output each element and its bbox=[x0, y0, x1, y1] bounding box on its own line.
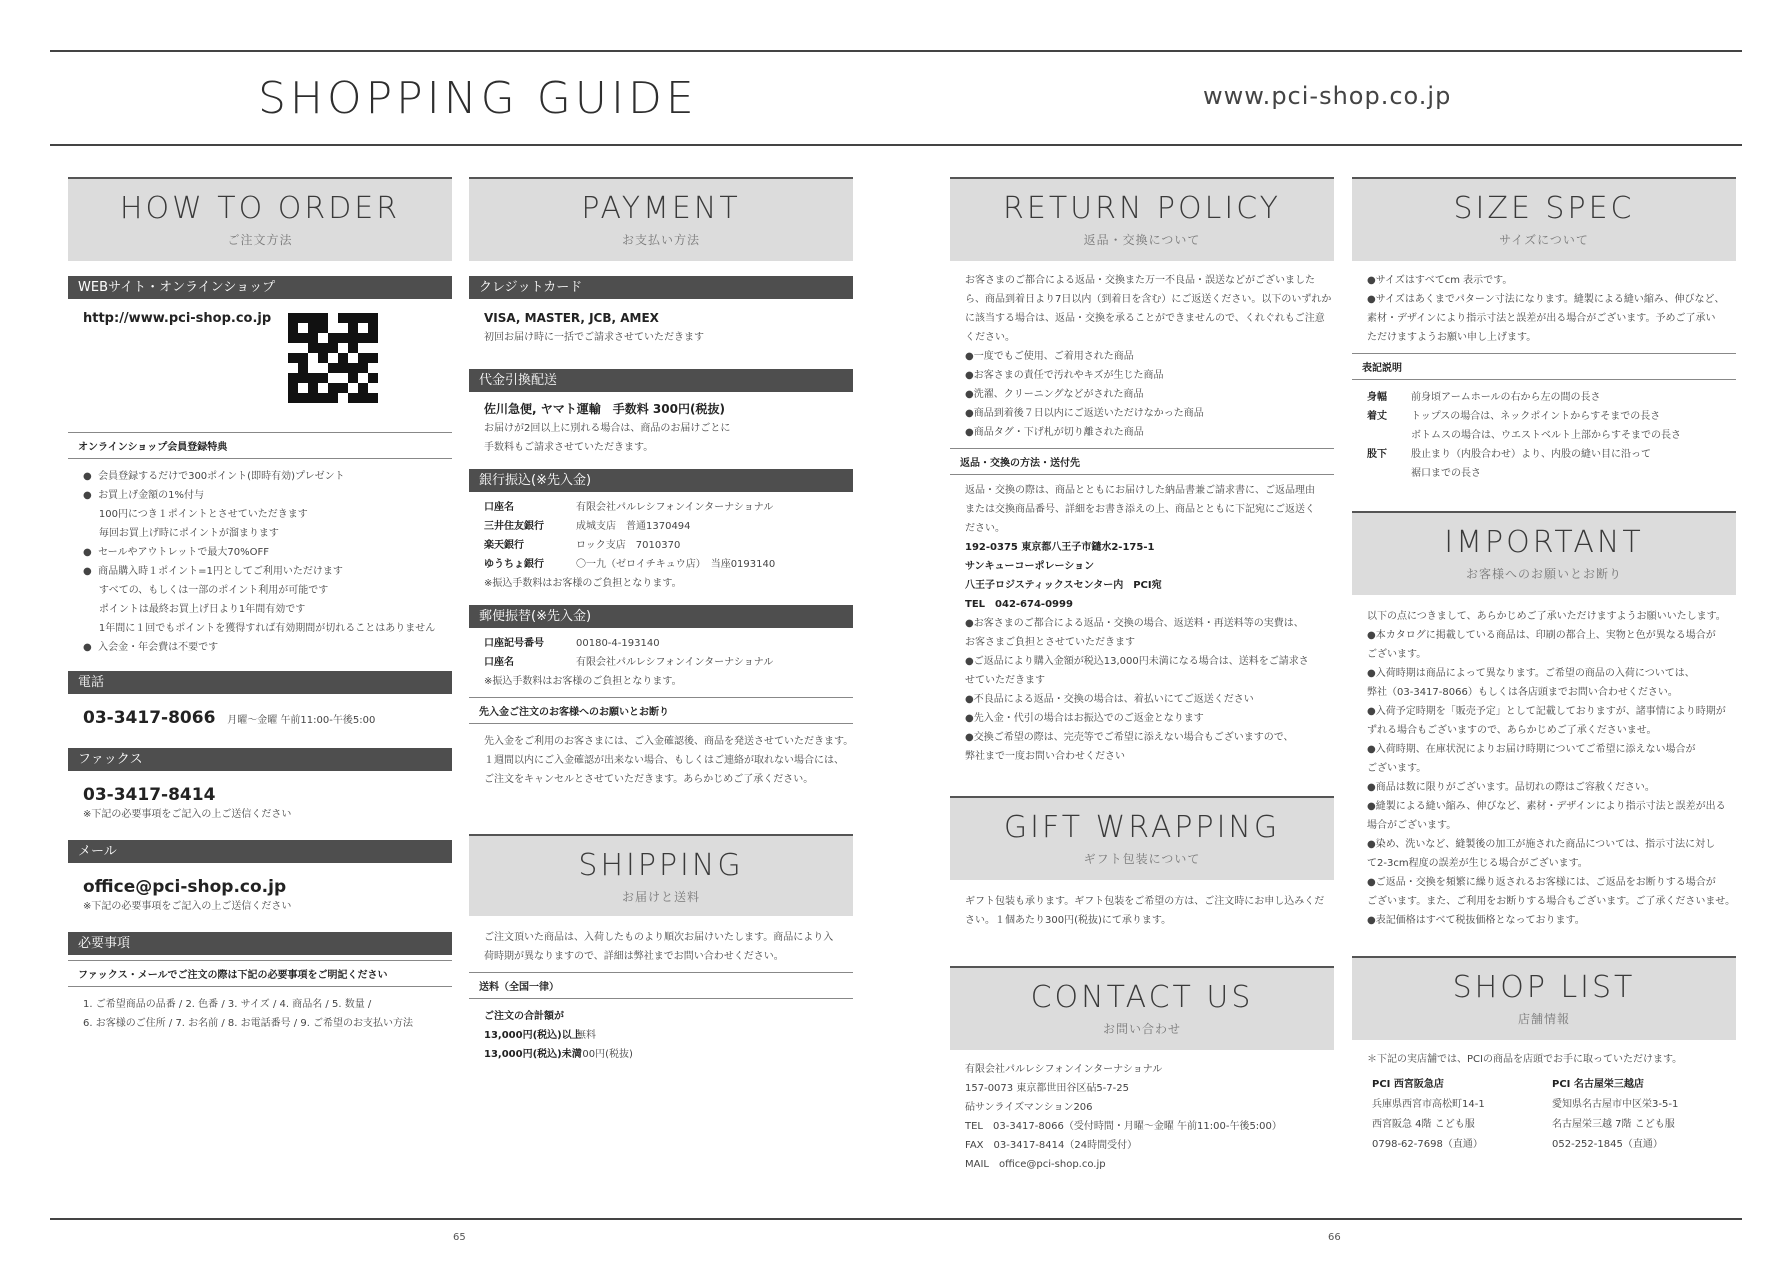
bank-table bbox=[469, 498, 853, 574]
address-line: 八王子ロジスティックスセンター内 PCI宛 bbox=[965, 580, 1162, 591]
method-line: ださい。 bbox=[965, 523, 1005, 534]
section-title: GIFT WRAPPING bbox=[1003, 810, 1281, 845]
return-line: お客さまのご都合による返品・交換また万一不良品・誤送などがございました bbox=[965, 275, 1315, 286]
web-url[interactable]: http://www.pci-shop.co.jp bbox=[83, 311, 272, 326]
size-line: ●サイズはあくまでパターン寸法になります。縫製による縫い縮み、伸びなど、 bbox=[1367, 294, 1725, 305]
return-note-line: せていただきます bbox=[965, 675, 1045, 686]
important-line: 弊社（03-3417-8066）もしくは各店頭までお問い合わせください。 bbox=[1367, 687, 1678, 698]
bank-row-value: 〇一九（ゼロイチキュウ店） 当座0193140 bbox=[576, 559, 776, 570]
shop-note: ＊下記の実店舗では、PCIの商品を店頭でお手に取っていただけます。 bbox=[1367, 1054, 1683, 1065]
return-line: ください。 bbox=[965, 332, 1015, 343]
member-benefit-item: ポイントは最終お買上げ日より1年間有効です bbox=[83, 604, 306, 615]
section-title: HOW TO ORDER bbox=[119, 191, 401, 226]
section-subtitle: お支払い方法 bbox=[621, 233, 700, 247]
legend-row bbox=[1352, 445, 1736, 464]
section-subtitle: お問い合わせ bbox=[1102, 1022, 1181, 1036]
shop-detail: 0798-62-7698（直通） bbox=[1372, 1139, 1483, 1150]
requirements-bar: 必要事項 bbox=[68, 932, 452, 955]
shop-detail: 052-252-1845（直通） bbox=[1552, 1139, 1663, 1150]
cod-note: 手数料もご請求させていただきます。 bbox=[484, 442, 654, 453]
size-line: ●サイズはすべてcm 表示です。 bbox=[1367, 275, 1513, 286]
gift-line: さい。１個あたり300円(税抜)にて承ります。 bbox=[965, 915, 1172, 926]
bank-row-key: 三井住友銀行 bbox=[484, 521, 544, 532]
important-line: ●本カタログに掲載している商品は、印刷の都合上、実物と色が異なる場合が bbox=[1367, 630, 1716, 641]
requirements-line: 6. お客様のご住所 / 7. お名前 / 8. お電話番号 / 9. ご希望のお支払い方法 bbox=[83, 1018, 414, 1029]
legend-row-value: トップスの場合は、ネックポイントからすそまでの長さ bbox=[1411, 411, 1661, 422]
section-title: IMPORTANT bbox=[1444, 525, 1644, 560]
total-label: ご注文の合計額が bbox=[484, 1011, 564, 1022]
section-title: PAYMENT bbox=[581, 191, 741, 226]
size-spec-text bbox=[1352, 271, 1736, 347]
contact-line: 砧サンライズマンション206 bbox=[965, 1102, 1093, 1113]
return-note-line: ●ご返品により購入金額が税込13,000円未満になる場合は、送料をご請求さ bbox=[965, 656, 1309, 667]
address-line: TEL 042-674-0999 bbox=[965, 599, 1073, 610]
phone-hours: 月曜〜金曜 午前11:00-午後5:00 bbox=[227, 715, 376, 726]
phone-number[interactable]: 03-3417-8066 bbox=[83, 708, 216, 728]
cod-main: 佐川急便, ヤマト運輸 手数料 300円(税抜) bbox=[484, 402, 725, 416]
fee-row-value: 700円(税抜) bbox=[576, 1049, 633, 1060]
postal-row bbox=[469, 634, 853, 653]
important-line: 以下の点につきまして、あらかじめご了承いただけますようお願いいたします。 bbox=[1367, 611, 1726, 622]
postal-bar: 郵便振替(※先入金) bbox=[469, 605, 853, 628]
mail-note: ※下記の必要事項をご記入の上ご送信ください bbox=[83, 901, 292, 912]
return-note-line: お客さまご負担とさせていただきます bbox=[965, 637, 1135, 648]
legend-row-value: ボトムスの場合は、ウエストベルト上部からすそまでの長さ bbox=[1411, 430, 1681, 441]
section-title: SHOP LIST bbox=[1452, 970, 1636, 1005]
legend-row-value: 裾口までの長さ bbox=[1411, 468, 1481, 479]
section-title: SIZE SPEC bbox=[1453, 191, 1635, 226]
bank-row bbox=[469, 498, 853, 517]
postal-note: ※振込手数料はお客様のご負担となります。 bbox=[484, 676, 682, 687]
shop-list-header bbox=[1352, 956, 1736, 1040]
important-header bbox=[1352, 511, 1736, 595]
shop-item bbox=[1552, 1075, 1716, 1155]
section-subtitle: 返品・交換について bbox=[1083, 233, 1201, 247]
fee-row bbox=[469, 1026, 853, 1045]
size-line: 素材・デザインにより指示寸法と誤差が出る場合がございます。予めご了承い bbox=[1367, 313, 1716, 324]
credit-card-bar: クレジットカード bbox=[469, 276, 853, 299]
bank-row-value: 成城支店 普通1370494 bbox=[576, 521, 691, 532]
address-line: サンキューコーポレーション bbox=[965, 561, 1095, 572]
bank-row bbox=[469, 555, 853, 574]
section-subtitle: お届けと送料 bbox=[621, 890, 700, 904]
gift-wrapping-header bbox=[950, 796, 1334, 880]
qr-code-icon bbox=[288, 313, 378, 403]
legend-row-key: 身幅 bbox=[1367, 392, 1387, 403]
important-line: て2-3cm程度の誤差が生じる場合がございます。 bbox=[1367, 858, 1588, 869]
how-to-order-column bbox=[68, 177, 452, 1033]
important-text bbox=[1352, 607, 1736, 930]
fee-row-value: 無料 bbox=[576, 1030, 596, 1041]
cod-bar: 代金引換配送 bbox=[469, 369, 853, 392]
requirements-title: ファックス・メールでご注文の際は下記の必要事項をご明記ください bbox=[68, 960, 452, 987]
important-line: ●染め、洗いなど、縫製後の加工が施された商品については、指示寸法に対し bbox=[1367, 839, 1716, 850]
address-line: 192-0375 東京都八王子市鑓水2-175-1 bbox=[965, 542, 1155, 553]
fax-bar: ファックス bbox=[68, 748, 452, 771]
size-column bbox=[1352, 177, 1736, 1155]
return-note-line: ●お客さまのご都合による返品・交換の場合、返送料・再送料等の実費は、 bbox=[965, 618, 1304, 629]
member-benefit-item: ● セールやアウトレットで最大70%OFF bbox=[83, 547, 269, 558]
return-line: ●一度でもご使用、ご着用された商品 bbox=[965, 351, 1134, 362]
legend-row bbox=[1352, 426, 1736, 445]
shipping-line: ご注文頂いた商品は、入荷したものより順次お届けいたします。商品により入 bbox=[484, 932, 834, 943]
legend-table bbox=[1352, 388, 1736, 483]
return-note-line: ●交換ご希望の際は、完売等でご希望に添えない場合もございますので、 bbox=[965, 732, 1294, 743]
member-benefit-item: ● 会員登録するだけで300ポイント(即時有効)プレゼント bbox=[83, 471, 345, 482]
important-line: ●縫製による縫い縮み、伸びなど、素材・デザインにより指示寸法と誤差が出る bbox=[1367, 801, 1726, 812]
phone-line[interactable] bbox=[68, 708, 452, 728]
legend-row-value: 股止まり（内股合わせ）より、内股の縫い目に沿って bbox=[1411, 449, 1651, 460]
return-policy-text bbox=[950, 271, 1334, 442]
bank-bar: 銀行振込(※先入金) bbox=[469, 469, 853, 492]
member-benefit-item: 毎回お買上げ時にポイントが溜まります bbox=[83, 528, 279, 539]
guide-title: SHOPPING GUIDE bbox=[258, 73, 698, 124]
prepay-title: 先入金ご注文のお客様へのお願いとお断り bbox=[469, 697, 853, 724]
postal-row-key: 口座記号番号 bbox=[484, 638, 544, 649]
bank-row bbox=[469, 517, 853, 536]
return-line: ●商品到着後７日以内にご返送いただけなかった商品 bbox=[965, 408, 1204, 419]
shop-name: PCI 西宮阪急店 bbox=[1372, 1079, 1444, 1090]
return-line: に該当する場合は、返品・交換を承ることができませんので、くれぐれもご注意 bbox=[965, 313, 1325, 324]
section-title: RETURN POLICY bbox=[1003, 191, 1281, 226]
important-line: ●入荷時期は商品によって異なります。ご希望の商品の入荷については、 bbox=[1367, 668, 1695, 679]
bank-row-value: 有限会社パルレシフォンインターナショナル bbox=[576, 502, 774, 513]
payment-header bbox=[469, 177, 853, 261]
postal-row bbox=[469, 653, 853, 672]
postal-row-value: 00180-4-193140 bbox=[576, 638, 660, 649]
how-to-order-header bbox=[68, 177, 452, 261]
shop-detail: 西宮阪急 4階 こども服 bbox=[1372, 1119, 1475, 1130]
size-line: ただけますようお願い申し上げます。 bbox=[1367, 332, 1537, 343]
member-benefit-item: ● 商品購入時１ポイント=1円としてご利用いただけます bbox=[83, 566, 343, 577]
important-line: ずれる場合もございますので、あらかじめご了承くださいませ。 bbox=[1367, 725, 1657, 736]
prepay-line: ご注文をキャンセルとさせていただきます。あらかじめご了承ください。 bbox=[484, 774, 814, 785]
section-subtitle: ギフト包装について bbox=[1083, 852, 1201, 866]
contact-line: TEL 03-3417-8066（受付時間・月曜〜金曜 午前11:00-午後5:00） bbox=[965, 1121, 1282, 1132]
contact-header bbox=[950, 966, 1334, 1050]
bank-row-key: 楽天銀行 bbox=[484, 540, 524, 551]
contact-line: 有限会社パルレシフォンインターナショナル bbox=[965, 1064, 1163, 1075]
size-spec-header bbox=[1352, 177, 1736, 261]
bank-row-value: ロック支店 7010370 bbox=[576, 540, 681, 551]
legend-row-key: 股下 bbox=[1367, 449, 1387, 460]
legend-row-key bbox=[1367, 426, 1411, 445]
return-address bbox=[950, 538, 1334, 614]
return-line: ●洗濯、クリーニングなどがされた商品 bbox=[965, 389, 1144, 400]
return-line: ●お客さまの責任で汚れやキズが生じた商品 bbox=[965, 370, 1164, 381]
cod-note: お届けが2回以上に別れる場合は、商品のお届けごとに bbox=[484, 423, 731, 434]
legend-row bbox=[1352, 464, 1736, 483]
shipping-fee-title: 送料（全国一律） bbox=[469, 972, 853, 999]
member-benefits-list bbox=[68, 467, 452, 657]
important-line: ございます。 bbox=[1367, 763, 1427, 774]
section-subtitle: 店舗情報 bbox=[1517, 1012, 1570, 1026]
important-line: ●ご返品・交換を頻繁に繰り返されるお客様には、ご返品をお断りする場合が bbox=[1367, 877, 1716, 888]
bank-note: ※振込手数料はお客様のご負担となります。 bbox=[484, 578, 682, 589]
page-number-left: 65 bbox=[453, 1232, 466, 1243]
shop-detail: 愛知県名古屋市中区栄3-5-1 bbox=[1552, 1099, 1679, 1110]
shop-list bbox=[1352, 1075, 1736, 1155]
member-benefit-item: 1年間に１回でもポイントを獲得すれば有効期間が切れることはありません bbox=[83, 623, 436, 634]
contact-line: MAIL office@pci-shop.co.jp bbox=[965, 1159, 1106, 1170]
return-policy-header bbox=[950, 177, 1334, 261]
legend-row-key bbox=[1367, 464, 1411, 483]
important-line: ●表記価格はすべて税抜価格となっております。 bbox=[1367, 915, 1585, 926]
shop-detail: 兵庫県西宮市高松町14-1 bbox=[1372, 1099, 1485, 1110]
bank-row bbox=[469, 536, 853, 555]
postal-table bbox=[469, 634, 853, 672]
shop-item bbox=[1372, 1075, 1536, 1155]
phone-bar: 電話 bbox=[68, 671, 452, 694]
shop-detail: 名古屋栄三越 7階 こども服 bbox=[1552, 1119, 1675, 1130]
return-method-text bbox=[950, 481, 1334, 538]
method-line: 返品・交換の際は、商品とともにお届けした納品書兼ご請求書に、ご返品理由 bbox=[965, 485, 1315, 496]
member-benefit-item: 100円につき１ポイントとさせていただきます bbox=[83, 509, 308, 520]
contact-details bbox=[950, 1060, 1334, 1174]
prepay-line: 先入金をご利用のお客さまには、ご入金確認後、商品を発送させていただきます。 bbox=[484, 736, 854, 747]
important-line: ございます。 bbox=[1367, 649, 1427, 660]
contact-line: FAX 03-3417-8414（24時間受付） bbox=[965, 1140, 1138, 1151]
section-subtitle: お客様へのお願いとお断り bbox=[1465, 567, 1622, 581]
legend-row bbox=[1352, 388, 1736, 407]
return-line: ●商品タグ・下げ札が切り離された商品 bbox=[965, 427, 1144, 438]
member-benefit-item: ● お買上げ金額の1%付与 bbox=[83, 490, 204, 501]
postal-row-key: 口座名 bbox=[484, 657, 514, 668]
shipping-header bbox=[469, 834, 853, 916]
section-title: CONTACT US bbox=[1030, 980, 1254, 1015]
legend-row-value: 前身頃アームホールの右から左の間の長さ bbox=[1411, 392, 1601, 403]
fee-row-key: 13,000円(税込)以上 bbox=[484, 1030, 582, 1041]
page-number-right: 66 bbox=[1328, 1232, 1341, 1243]
mail-bar: メール bbox=[68, 840, 452, 863]
section-title: SHIPPING bbox=[578, 848, 744, 883]
postal-row-value: 有限会社パルレシフォンインターナショナル bbox=[576, 657, 774, 668]
fee-table bbox=[469, 1026, 853, 1064]
return-notes bbox=[950, 614, 1334, 766]
section-subtitle: ご注文方法 bbox=[227, 233, 293, 247]
member-benefit-item: すべての、もしくは一部のポイント利用が可能です bbox=[83, 585, 329, 596]
method-line: または交換商品番号、詳細をお書き添えの上、商品とともに下記宛にご返送く bbox=[965, 504, 1315, 515]
fax-note: ※下記の必要事項をご記入の上ご送信ください bbox=[83, 809, 292, 820]
important-line: ●入荷予定時期を「販売予定」として記載しておりますが、諸事情により時期が bbox=[1367, 706, 1726, 717]
contact-line: 157-0073 東京都世田谷区砧5-7-25 bbox=[965, 1083, 1129, 1094]
shipping-line: 荷時期が異なりますので、詳細は弊社までお問い合わせください。 bbox=[484, 951, 784, 962]
return-column bbox=[950, 177, 1334, 1174]
return-line: ら、商品到着日より7日以内（到着日を含む）にご返送ください。以下のいずれか bbox=[965, 294, 1332, 305]
legend-row-key: 着丈 bbox=[1367, 411, 1387, 422]
important-line: 場合がございます。 bbox=[1367, 820, 1457, 831]
site-url[interactable]: www.pci-shop.co.jp bbox=[1203, 82, 1452, 110]
return-note-line: 弊社まで一度お問い合わせください bbox=[965, 751, 1125, 762]
bank-row-key: 口座名 bbox=[484, 502, 514, 513]
legend-title: 表記説明 bbox=[1352, 353, 1736, 380]
important-line: ●商品は数に限りがございます。品切れの際はご容赦ください。 bbox=[1367, 782, 1655, 793]
section-subtitle: サイズについて bbox=[1499, 233, 1589, 247]
card-brands: VISA, MASTER, JCB, AMEX bbox=[484, 311, 659, 325]
return-note-line: ●不良品による返品・交換の場合は、着払いにてご返送ください bbox=[965, 694, 1254, 705]
shop-name: PCI 名古屋栄三越店 bbox=[1552, 1079, 1644, 1090]
fee-row-key: 13,000円(税込)未満 bbox=[484, 1049, 582, 1060]
payment-column bbox=[469, 177, 853, 1064]
prepay-line: １週間以内にご入金確認が出来ない場合、もしくはご連絡が取れない場合には、 bbox=[484, 755, 844, 766]
fax-number[interactable]: 03-3417-8414 bbox=[83, 785, 216, 805]
mail-address[interactable]: office@pci-shop.co.jp bbox=[83, 877, 287, 897]
member-benefits-title: オンラインショップ会員登録特典 bbox=[68, 432, 452, 459]
legend-row bbox=[1352, 407, 1736, 426]
important-line: ございます。また、ご利用をお断りする場合もございます。ご了承くださいませ。 bbox=[1367, 896, 1736, 907]
return-method-title: 返品・交換の方法・送付先 bbox=[950, 448, 1334, 475]
bank-row-key: ゆうちょ銀行 bbox=[484, 559, 544, 570]
card-note: 初回お届け時に一括でご請求させていただきます bbox=[484, 332, 704, 343]
web-bar: WEBサイト・オンラインショップ bbox=[68, 276, 452, 299]
return-note-line: ●先入金・代引の場合はお振込でのご返金となります bbox=[965, 713, 1204, 724]
important-line: ●入荷時期、在庫状況によりお届け時期についてご希望に添えない場合が bbox=[1367, 744, 1696, 755]
member-benefit-item: ● 入会金・年会費は不要です bbox=[83, 642, 219, 653]
fee-row bbox=[469, 1045, 853, 1064]
gift-line: ギフト包装も承ります。ギフト包装をご希望の方は、ご注文時にお申し込みくだ bbox=[965, 896, 1325, 907]
requirements-line: 1. ご希望商品の品番 / 2. 色番 / 3. サイズ / 4. 商品名 / 5. 数量 / bbox=[83, 999, 372, 1010]
